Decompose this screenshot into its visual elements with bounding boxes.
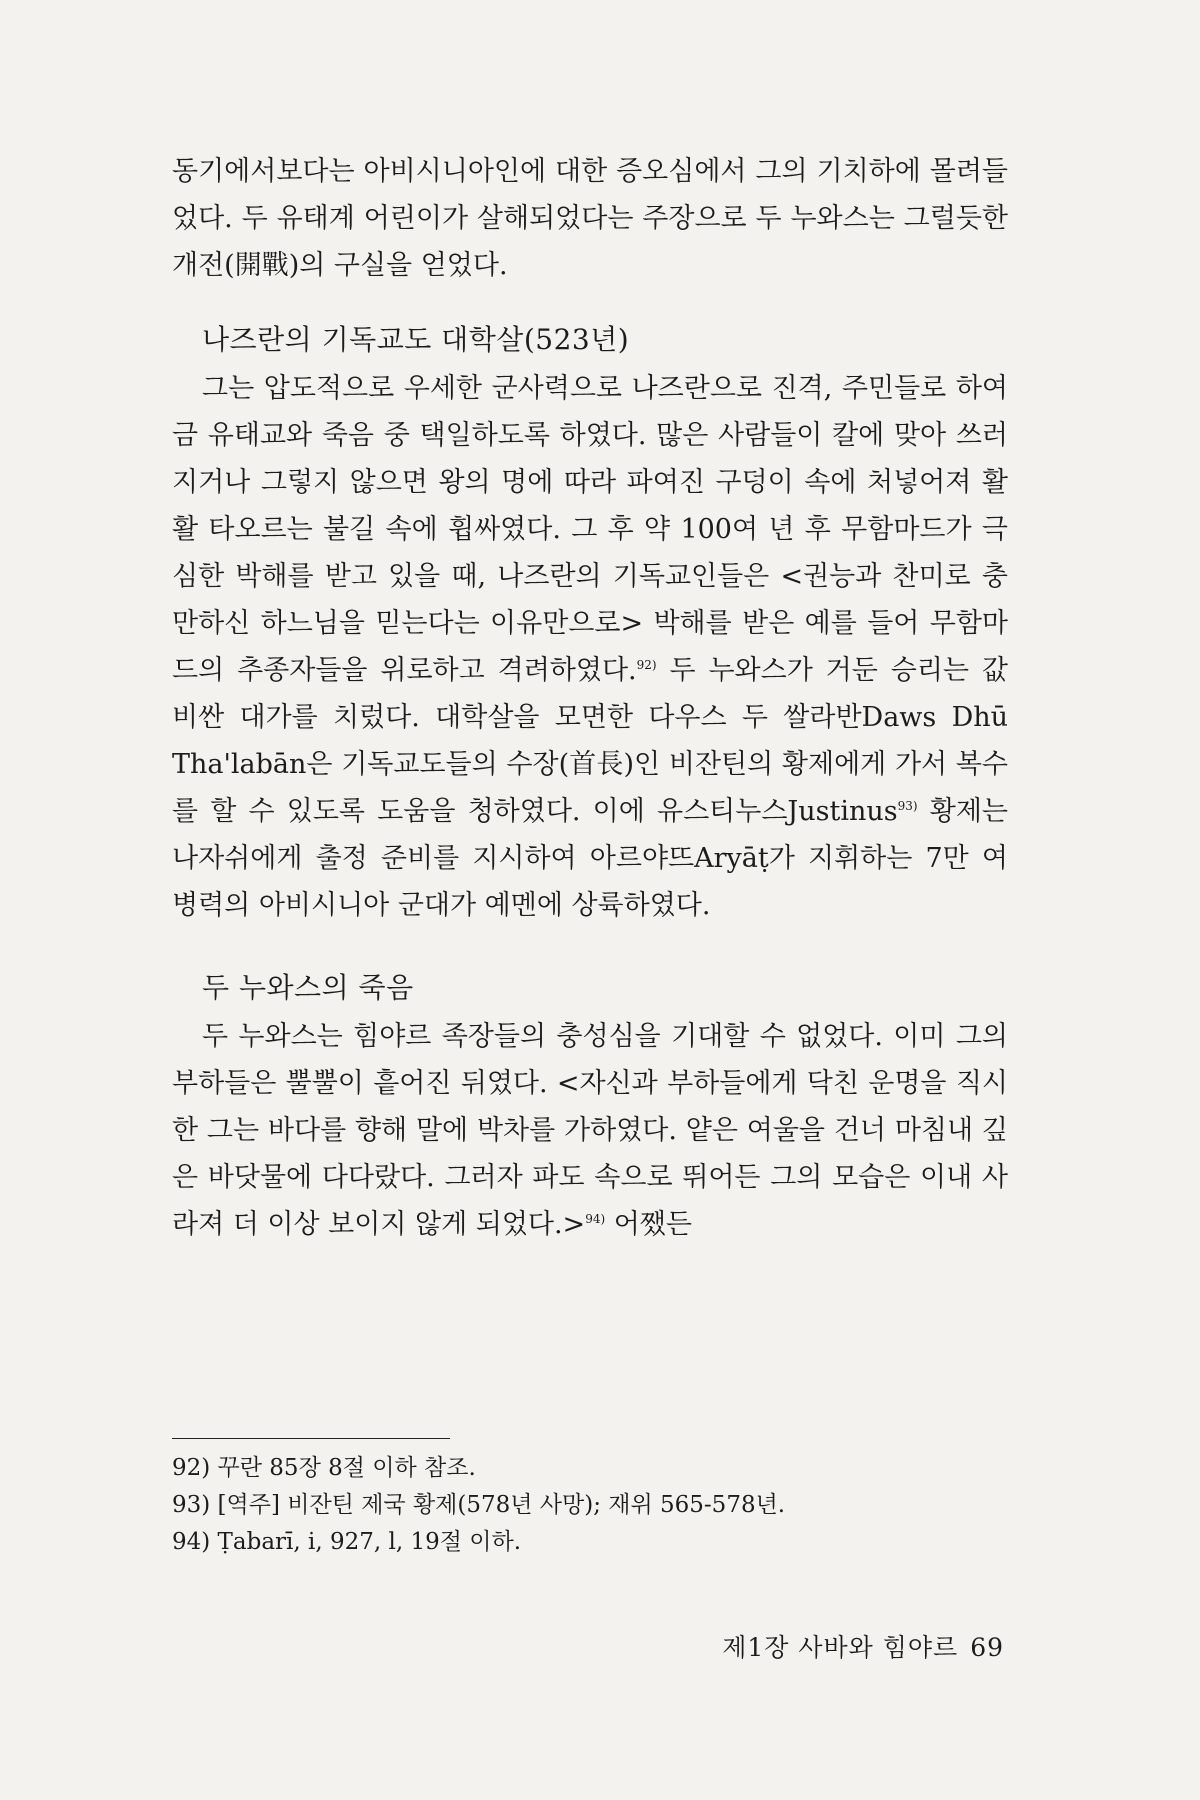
- najran-paragraph-block: [172, 365, 1008, 929]
- page-number: 69: [970, 1633, 1004, 1662]
- najran-text-c: 은 기독교도들의 수장(首長)인 비잔틴의 황제에게 가서 복수를 할 수 있도록 도움을 청하였다. 이에 유스티누스: [172, 749, 1008, 827]
- footnote-ref-93: 93): [897, 799, 918, 813]
- name-justinus: Justinus: [787, 796, 898, 827]
- section-heading-najran-massacre: 나즈란의 기독교도 대학살(523년): [202, 323, 630, 356]
- dhu-nuwas-paragraph: [172, 1013, 1008, 1248]
- dhu-nuwas-paragraph-block: [172, 1013, 1008, 1248]
- running-footer: [722, 1628, 1004, 1664]
- chapter-title: 제1장 사바와 힘야르: [722, 1633, 959, 1662]
- najran-text-a: 그는 압도적으로 우세한 군사력으로 나즈란으로 진격, 주민들로 하여금 유태교와 죽음 중 택일하도록 하였다. 많은 사람들이 칼에 맞아 쓰러지거나 그렇지 않으면 왕의 명에 따라 파여진 구덩이 속에 처넣어져 활활 타오르는 불길 속에 휩싸였다. 그 후 약 100여 년 후 무함마드가 극심한 박해를 받고 있을 때, 나즈란의 기독교인들은 <권능과 찬미로 충만하신 하느님을 믿는다는 이유만으로> 박해를 받은 예를 들어 무함마드의 추종자들을 위로하고 격려하였다.: [172, 373, 1008, 686]
- intro-paragraph: 동기에서보다는 아비시니아인에 대한 증오심에서 그의 기치하에 몰려들었다. 두 유태계 어린이가 살해되었다는 주장으로 두 누와스는 그럴듯한 개전(開戰)의 구실을 얻었다.: [172, 156, 1008, 281]
- name-daws: Daws Dhū Tha'labān: [172, 702, 1008, 780]
- footnote-divider: [172, 1438, 450, 1439]
- section-heading-death-of-dhu-nuwas: 두 누와스의 죽음: [202, 971, 414, 1004]
- dhu-nuwas-text-a: 두 누와스는 힘야르 족장들의 충성심을 기대할 수 없었다. 이미 그의 부하들은 뿔뿔이 흩어진 뒤였다. <자신과 부하들에게 닥친 운명을 직시한 그는 바다를 향해 말에 박차를 가하였다. 얕은 여울을 건너 마침내 깊은 바닷물에 다다랐다. 그러자 파도 속으로 뛰어든 그의 모습은 이내 사라져 더 이상 보이지 않게 되었다.>: [172, 1021, 1008, 1240]
- najran-paragraph: [172, 365, 1008, 929]
- footnote-94: 94) Ṭabarī, i, 927, l, 19절 이하.: [172, 1529, 522, 1555]
- name-aryat: Aryāṭ: [694, 843, 769, 874]
- dhu-nuwas-text-b: 어쨌든: [605, 1209, 692, 1240]
- footnote-ref-94: 94): [585, 1212, 606, 1226]
- footnote-ref-92: 92): [636, 658, 657, 672]
- footnote-93: 93) [역주] 비잔틴 제국 황제(578년 사망); 재위 565-578년.: [172, 1492, 786, 1518]
- footnotes: [172, 1450, 1008, 1561]
- najran-text-e: 가 지휘하는 7만 여 병력의 아비시니아 군대가 예멘에 상륙하였다.: [172, 843, 1008, 921]
- footnote-92: 92) 꾸란 85장 8절 이하 참조.: [172, 1455, 476, 1481]
- najran-text-d: 황제는 나자쉬에게 출정 준비를 지시하여 아르야뜨: [172, 796, 1008, 874]
- najran-text-b: 두 누와스가 거둔 승리는 값 비싼 대가를 치렀다. 대학살을 모면한 다우스 두 쌀라반: [172, 655, 1008, 733]
- intro-paragraph-block: [172, 148, 1008, 289]
